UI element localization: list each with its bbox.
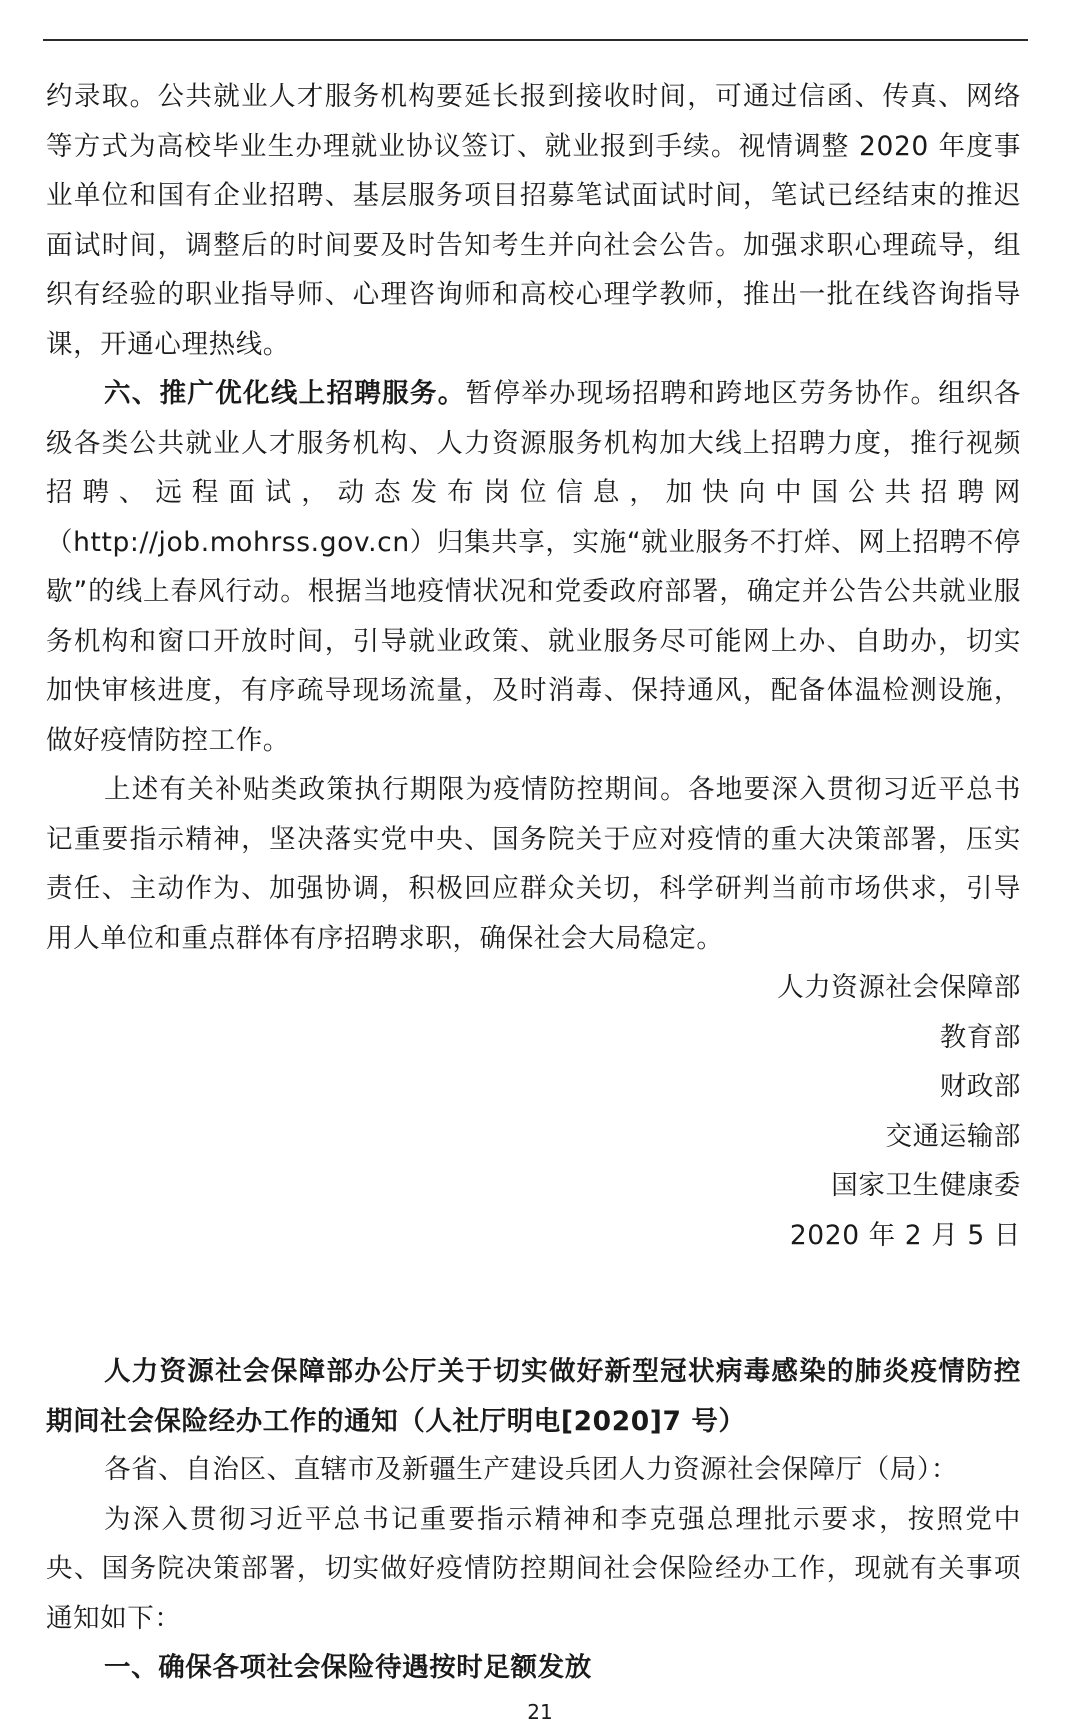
notice-addressee: 各省、自治区、直辖市及新疆生产建设兵团人力资源社会保障厅（局）： bbox=[104, 1454, 958, 1485]
notice-title: 人力资源社会保障部办公厅关于切实做好新型冠状病毒感染的肺炎疫情防控期间社会保险经办工作的通知（人社厅明电[2020]7 号） bbox=[46, 1356, 1021, 1437]
signature-moe: 教育部 bbox=[939, 1021, 1021, 1053]
signature-nhc: 国家卫生健康委 bbox=[831, 1170, 1021, 1201]
section-six-body: 暂停举办现场招聘和跨地区劳务协作。组织各级各类公共就业人才服务机构、人力资源服务机构加大线上招聘力度，推行视频招聘、远程面试，动态发布岗位信息，加快向中国公共招聘网（http://job.mohrss.gov.cn）归集共享，实施“就业服务不打烊、网上招聘不停歇”的线上春风行动。根据当地疫情状况和党委政府部署，确定并公告公共就业服务机构和窗口开放时间，引导就业政策、就业服务尽可能网上办、自助办，切实加快审核进度，有序疏导现场流量，及时消毒、保持通风，配备体温检测设施，做好疫情防控工作。 bbox=[46, 378, 1022, 756]
notice-intro: 为深入贯彻习近平总书记重要指示精神和李克强总理批示要求，按照党中央、国务院决策部署，切实做好疫情防控期间社会保险经办工作，现就有关事项通知如下： bbox=[46, 1503, 1021, 1634]
paragraph-graduates: 约录取。公共就业人才服务机构要延长报到接收时间，可通过信函、传真、网络等方式为高校毕业生办理就业协议签订、就业报到手续。视情调整 2020 年度事业单位和国有企业招聘、基层服务项目招募笔试面试时间，笔试已经结束的推迟面试时间，调整后的时间要及时告知考生并向社会公告。加强求职心理疏导，组织有经验的职业指导师、心理咨询师和高校心理学教师，推出一批在线咨询指导课，开通心理热线。 bbox=[46, 81, 1021, 360]
top-rule bbox=[43, 39, 1028, 41]
section-heading-six: 六、推广优化线上招聘服务。 bbox=[104, 378, 466, 409]
paragraph-online-recruitment bbox=[46, 369, 1021, 765]
document-body bbox=[46, 72, 1021, 1260]
page-number: 21 bbox=[527, 1700, 553, 1724]
signature-block bbox=[46, 963, 1021, 1260]
signature-date: 2020 年 2 月 5 日 bbox=[789, 1219, 1021, 1251]
notice-body bbox=[46, 1445, 1021, 1693]
signature-mot: 交通运输部 bbox=[885, 1120, 1021, 1152]
signature-mof: 财政部 bbox=[939, 1071, 1021, 1102]
signature-mohrss: 人力资源社会保障部 bbox=[777, 972, 1021, 1003]
notice-section-one-heading: 一、确保各项社会保险待遇按时足额发放 bbox=[104, 1652, 592, 1683]
paragraph-policy-period: 上述有关补贴类政策执行期限为疫情防控期间。各地要深入贯彻习近平总书记重要指示精神，坚决落实党中央、国务院关于应对疫情的重大决策部署，压实责任、主动作为、加强协调，积极回应群众关切，科学研判当前市场供求，引导用人单位和重点群体有序招聘求职，确保社会大局稳定。 bbox=[46, 774, 1021, 954]
